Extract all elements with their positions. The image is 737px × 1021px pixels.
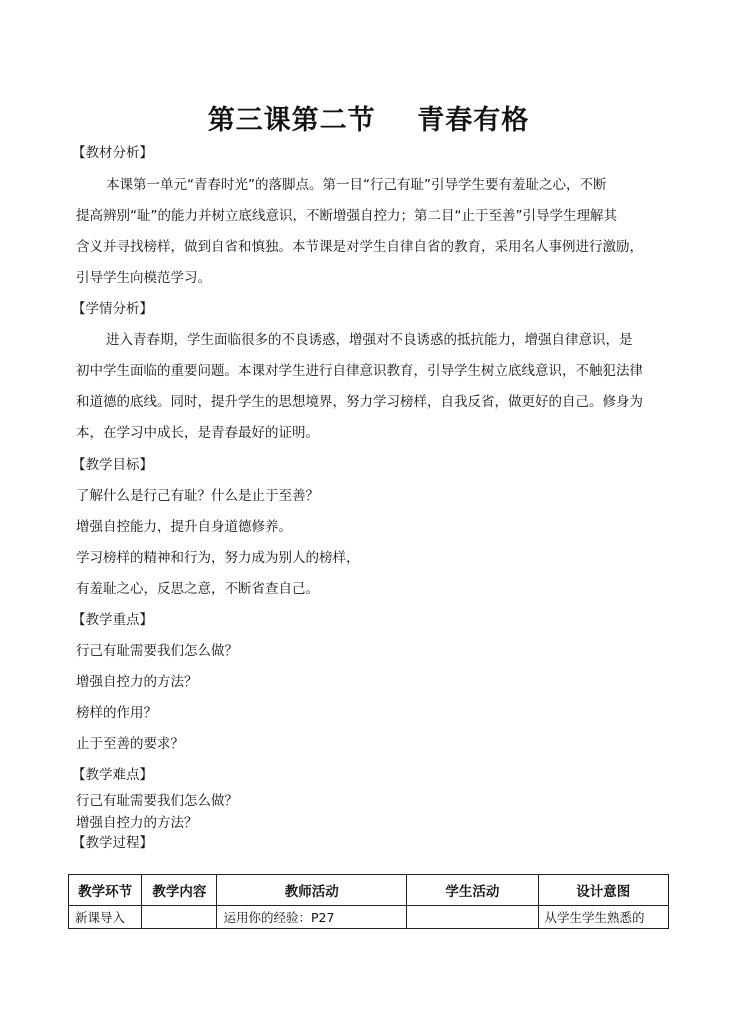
key-point: 止于至善的要求？ [76,736,184,752]
student-line: 进入青春期，学生面临很多的不良诱惑，增强对不良诱惑的抵抗能力，增强自律意识，是 [106,332,633,348]
key-point: 增强自控力的方法？ [76,674,198,690]
analysis-line: 引导学生向模范学习。 [76,270,211,286]
goal-item: 增强自控能力，提升自身道德修养。 [76,519,292,535]
goal-item: 了解什么是行己有耻？什么是止于至善？ [76,488,319,504]
table-cell: 新课导入 [69,906,142,929]
key-heading: 【教学重点】 [72,612,153,628]
table-header-cell: 设计意图 [538,875,668,906]
key-point: 行己有耻需要我们怎么做？ [76,643,238,659]
table-header-cell: 教学环节 [69,875,142,906]
analysis-line: 本课第一单元“青春时光”的落脚点。第一目“行己有耻”引导学生要有羞耻之心，不断 [106,177,607,193]
analysis-line: 含义并寻找榜样，做到自省和慎独。本节课是对学生自律自省的教育，采用名人事例进行激励， [76,239,643,255]
student-line: 和道德的底线。同时，提升学生的思想境界，努力学习榜样，自我反省，做更好的自己。修身为 [76,394,643,410]
difficult-heading: 【教学难点】 [72,767,153,783]
difficult-point: 增强自控力的方法？ [76,815,198,831]
goals-heading: 【教学目标】 [72,457,153,473]
key-point: 榜样的作用？ [76,705,157,721]
table-header-cell: 学生活动 [407,875,538,906]
student-line: 本，在学习中成长，是青春最好的证明。 [76,425,319,441]
table-cell: 从学生学生熟悉的 [538,906,668,929]
analysis-heading: 【教材分析】 [72,145,153,161]
process-heading: 【教学过程】 [72,835,153,851]
student-heading: 【学情分析】 [72,301,153,317]
goal-item: 学习榜样的精神和行为，努力成为别人的榜样， [76,550,360,566]
table-row [69,906,669,929]
table-header-row [69,875,669,906]
table-cell [142,906,217,929]
page-title: 第三课第二节 青春有格 [207,105,530,136]
student-line: 初中学生面临的重要问题。本课对学生进行自律意识教育，引导学生树立底线意识，不触犯法律 [76,363,643,379]
table-header-cell: 教师活动 [217,875,407,906]
goal-item: 有羞耻之心，反思之意，不断省查自己。 [76,581,319,597]
difficult-point: 行己有耻需要我们怎么做？ [76,793,238,809]
process-table [68,874,669,929]
table-cell: 运用你的经验：P27 [217,906,407,929]
table-cell [407,906,538,929]
analysis-line: 提高辨别“耻”的能力并树立底线意识，不断增强自控力；第二目“止于至善”引导学生理解其 [76,208,617,224]
table-header-cell: 教学内容 [142,875,217,906]
